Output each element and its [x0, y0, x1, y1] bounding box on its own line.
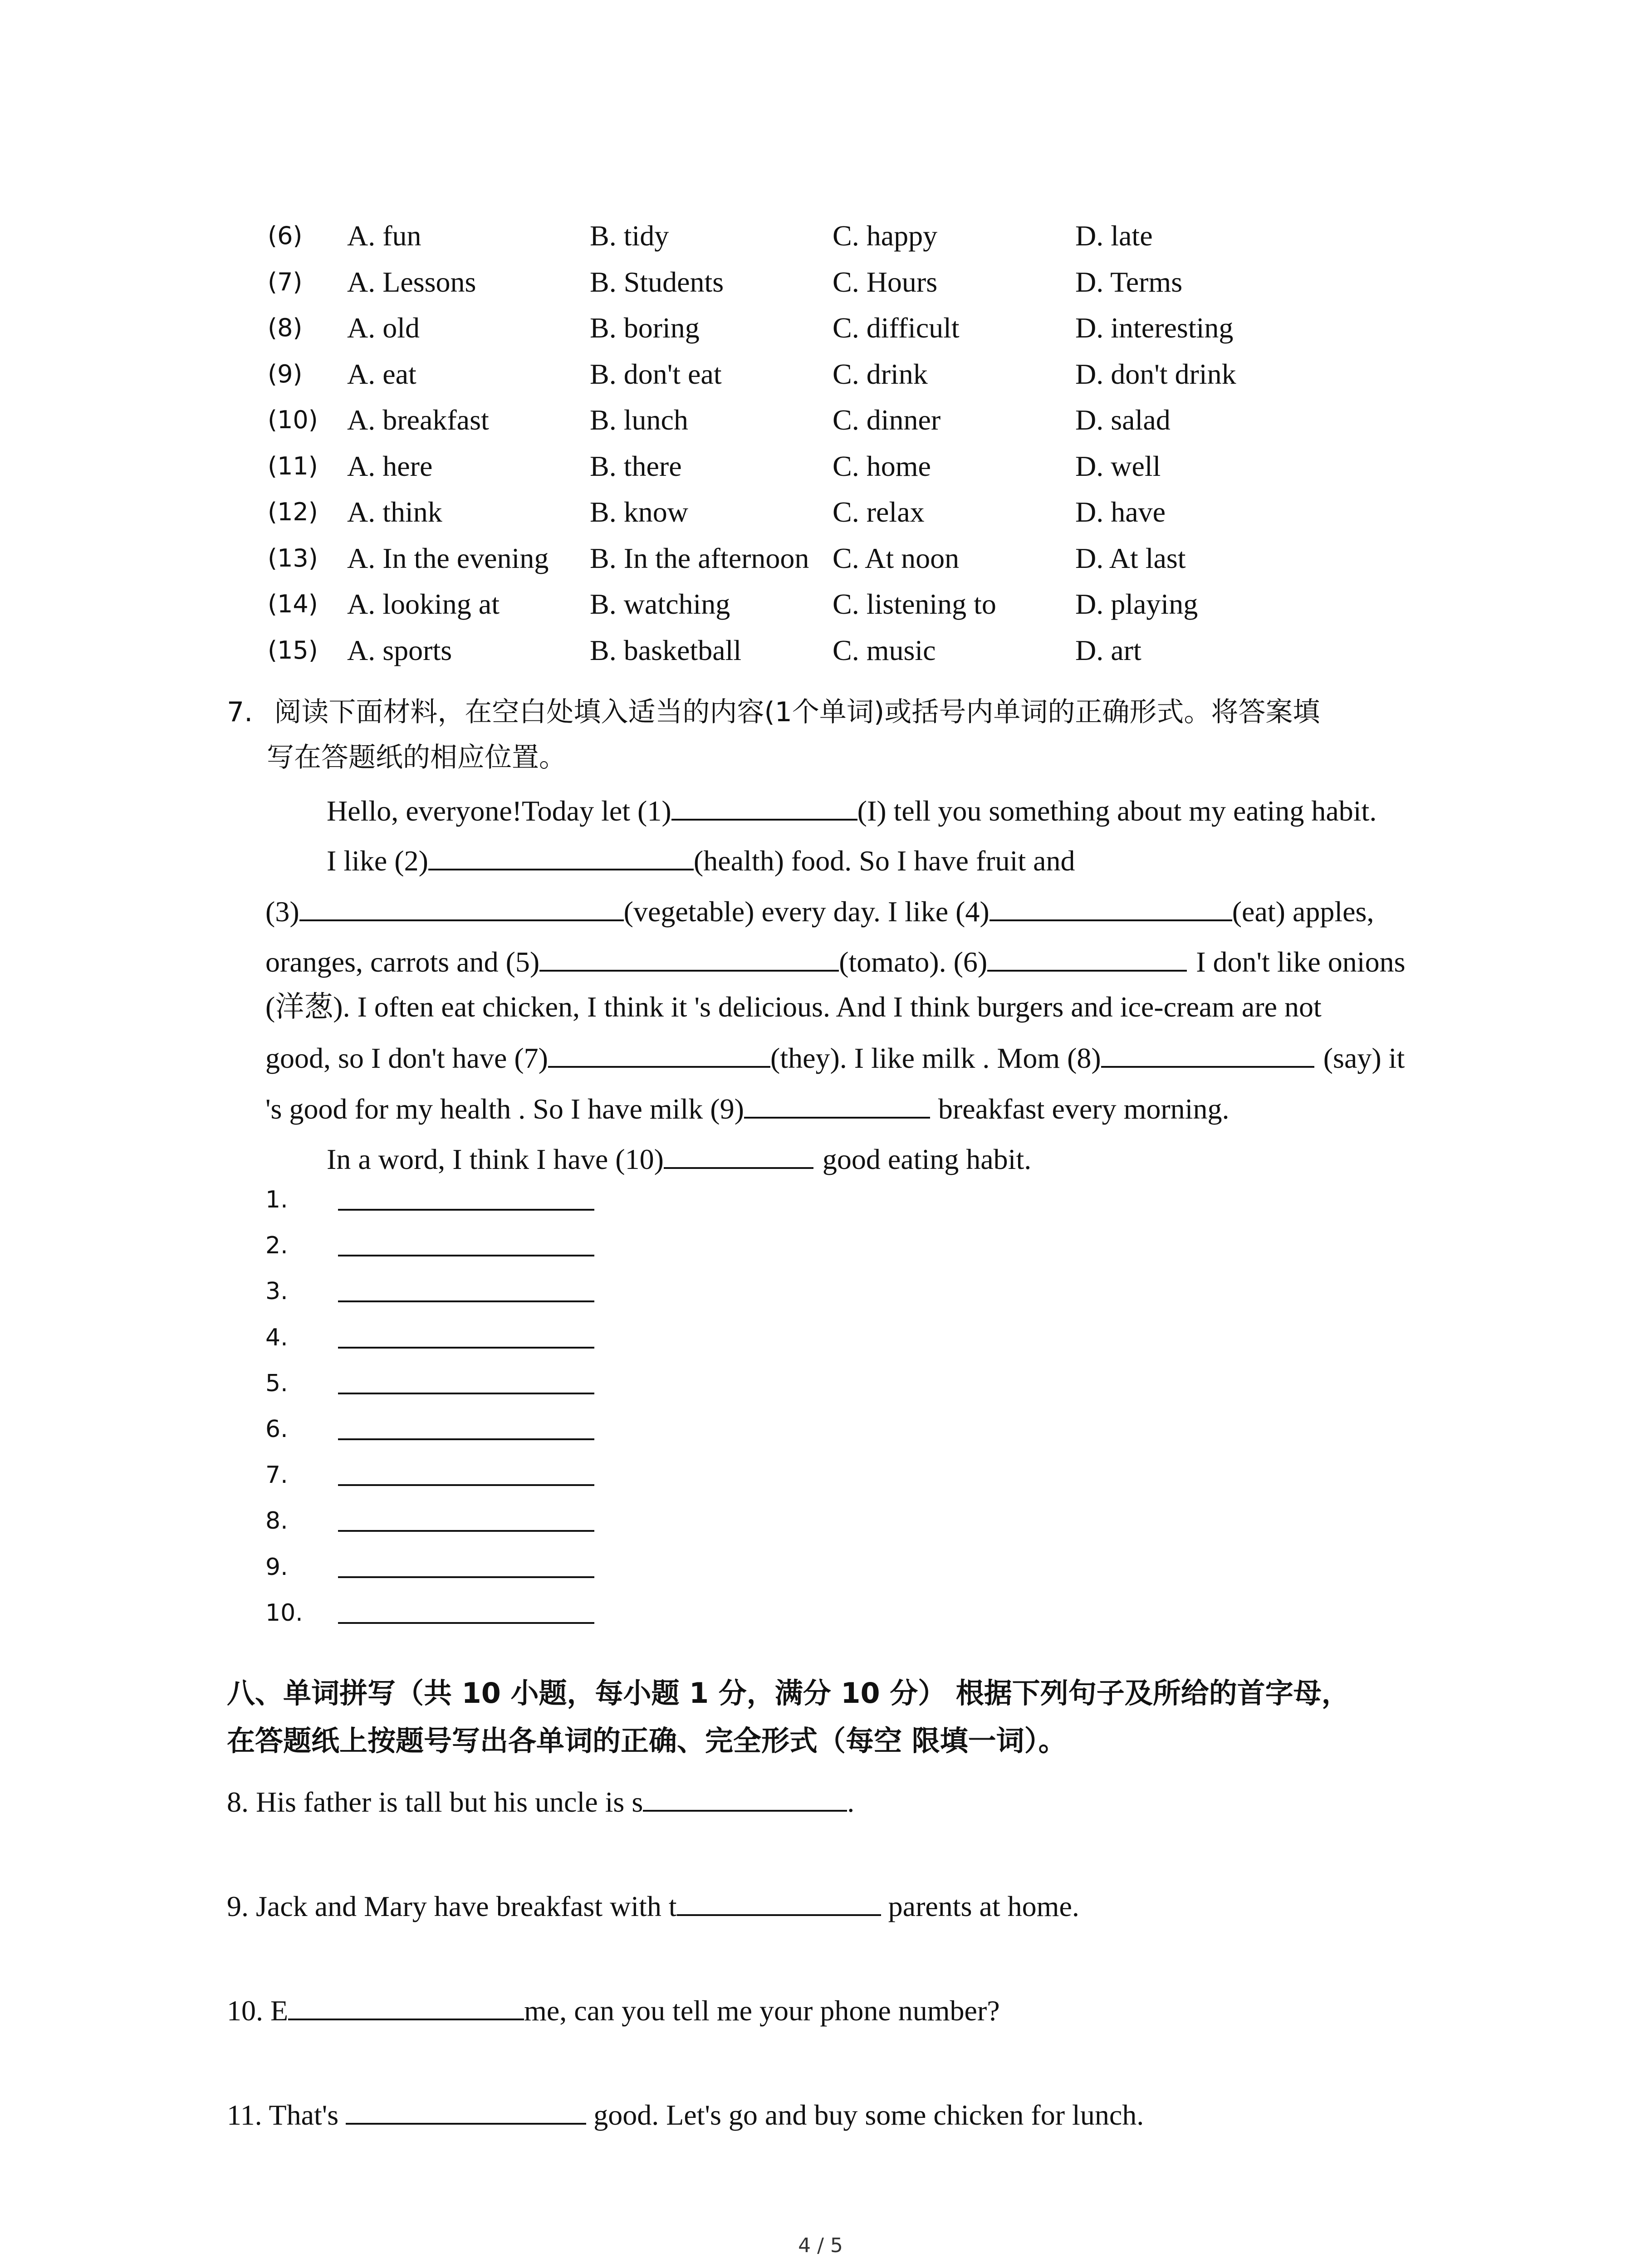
option-d[interactable]: D. At last [1075, 542, 1186, 574]
answer-line[interactable] [338, 1393, 594, 1394]
answer-number: 9. [265, 1553, 288, 1581]
question-text: 9. Jack and Mary have breakfast with t [227, 1890, 677, 1922]
question-text: 11. That's [227, 2099, 346, 2131]
passage-text: Hello, everyone!Today let (1) [327, 795, 671, 827]
q7-instruction-line2: 写在答题纸的相应位置。 [267, 742, 566, 773]
option-number: (15) [268, 635, 318, 665]
option-a[interactable]: A. here [347, 450, 433, 482]
option-b[interactable]: B. watching [590, 588, 730, 620]
option-row [0, 444, 1641, 489]
passage-text: (health) food. So I have fruit and [693, 845, 1075, 877]
option-d[interactable]: D. late [1075, 220, 1153, 252]
answer-row [265, 1269, 288, 1314]
answer-row [265, 1315, 288, 1360]
section8-title-line1: 八、单词拼写（共 10 小题，每小题 1 分，满分 10 分） 根据下列句子及所给的首字母， [227, 1677, 1350, 1710]
answer-row [265, 1407, 288, 1452]
passage-line-6 [265, 1034, 1405, 1081]
option-b[interactable]: B. boring [590, 312, 700, 344]
answer-line[interactable] [338, 1438, 594, 1440]
question-8 [227, 1778, 854, 1825]
option-row [0, 628, 1641, 673]
option-c[interactable]: C. happy [833, 220, 938, 252]
option-c[interactable]: C. drink [833, 357, 928, 390]
question-text: 10. E [227, 1994, 289, 2027]
passage-text: good, so I don't have (7) [265, 1042, 548, 1074]
blank-10[interactable] [664, 1135, 813, 1169]
answer-number: 3. [265, 1278, 288, 1305]
passage-line-2 [327, 837, 1075, 884]
question-text: 8. His father is tall but his uncle is s [227, 1786, 643, 1818]
passage-line-8 [327, 1135, 1031, 1182]
answer-number: 5. [265, 1369, 288, 1397]
blank-2[interactable] [428, 837, 694, 870]
passage-text: I like (2) [327, 845, 428, 877]
option-c[interactable]: C. dinner [833, 404, 941, 436]
question-text: parents at home. [881, 1890, 1079, 1922]
answer-row [265, 1498, 288, 1544]
passage-line-7 [265, 1085, 1229, 1132]
option-c[interactable]: C. relax [833, 496, 925, 528]
option-d[interactable]: D. playing [1075, 588, 1198, 620]
option-row [0, 352, 1641, 397]
answer-line[interactable] [338, 1300, 594, 1302]
answer-number: 7. [265, 1461, 288, 1489]
answer-line[interactable] [338, 1530, 594, 1532]
answer-line[interactable] [338, 1255, 594, 1256]
passage-text: (eat) apples, [1232, 895, 1374, 928]
option-a[interactable]: A. think [347, 496, 442, 528]
option-d[interactable]: D. salad [1075, 404, 1171, 436]
blank-1[interactable] [671, 787, 857, 821]
option-row [0, 259, 1641, 305]
question-text: me, can you tell me your phone number? [524, 1994, 1000, 2027]
option-d[interactable]: D. interesting [1075, 312, 1234, 344]
option-number: (7) [268, 267, 303, 296]
blank-7[interactable] [548, 1034, 770, 1068]
spelling-blank-10[interactable] [288, 1987, 524, 2020]
option-c[interactable]: C. difficult [833, 312, 960, 344]
page-number: 4 / 5 [798, 2234, 843, 2257]
option-number: (11) [268, 451, 318, 480]
blank-8[interactable] [1101, 1034, 1314, 1068]
blank-6[interactable] [987, 938, 1187, 972]
q7-instruction-text: 阅读下面材料，在空白处填入适当的内容(1个单词)或括号内单词的正确形式。将答案填 [274, 696, 1320, 728]
option-number: (13) [268, 543, 318, 572]
question-10 [227, 1987, 1000, 2033]
option-a[interactable]: A. In the evening [347, 542, 549, 574]
option-c[interactable]: C. home [833, 450, 931, 482]
answer-number: 2. [265, 1232, 288, 1260]
option-b[interactable]: B. lunch [590, 404, 688, 436]
passage-line-5: (洋葱). I often eat chicken, I think it 's delicious. And I think burgers and ice-cream are not [265, 991, 1322, 1023]
option-a[interactable]: A. breakfast [347, 404, 489, 436]
option-c[interactable]: C. At noon [833, 542, 960, 574]
passage-text: I don't like onions [1196, 946, 1406, 978]
option-number: (12) [268, 498, 318, 526]
answer-number: 8. [265, 1507, 288, 1535]
option-d[interactable]: D. art [1075, 634, 1141, 666]
option-row [0, 582, 1641, 627]
option-row [0, 397, 1641, 443]
passage-text: oranges, carrots and (5) [265, 946, 540, 978]
q7-instruction-line1 [227, 689, 1320, 735]
option-number: (14) [268, 590, 318, 618]
option-a[interactable]: A. sports [347, 634, 452, 666]
answer-number: 1. [265, 1186, 288, 1213]
passage-text: In a word, I think I have (10) [327, 1143, 664, 1175]
blank-5[interactable] [539, 938, 839, 972]
blank-3[interactable] [299, 888, 624, 921]
spelling-blank-8[interactable] [643, 1778, 847, 1812]
spelling-blank-9[interactable] [677, 1882, 881, 1916]
option-c[interactable]: C. music [833, 634, 936, 666]
option-number: (6) [268, 221, 303, 250]
option-d[interactable]: D. Terms [1075, 265, 1183, 298]
passage-line-4 [265, 938, 1405, 985]
answer-number: 10. [265, 1599, 303, 1627]
answer-row [265, 1545, 288, 1590]
passage-text: (say) it [1323, 1042, 1405, 1074]
option-d[interactable]: D. don't drink [1075, 357, 1236, 390]
option-d[interactable]: D. have [1075, 496, 1166, 528]
q7-number: 7. [227, 696, 253, 728]
option-a[interactable]: A. looking at [347, 588, 500, 620]
answer-line[interactable] [338, 1622, 594, 1624]
section8-title-line2: 在答题纸上按题号写出各单词的正确、完全形式（每空 限填一词）。 [227, 1724, 1067, 1757]
question-text: good. Let's go and buy some chicken for lunch. [586, 2099, 1144, 2131]
passage-text: (3) [265, 895, 299, 928]
option-number: (9) [268, 359, 303, 388]
option-b[interactable]: B. basketball [590, 634, 742, 666]
answer-row [265, 1452, 288, 1498]
passage-text: breakfast every morning. [938, 1093, 1230, 1125]
option-b[interactable]: B. there [590, 450, 682, 482]
option-b[interactable]: B. Students [590, 265, 724, 298]
answer-number: 4. [265, 1324, 288, 1351]
answer-line[interactable] [338, 1209, 594, 1211]
answer-line[interactable] [338, 1484, 594, 1486]
option-d[interactable]: D. well [1075, 450, 1161, 482]
answer-line[interactable] [338, 1576, 594, 1578]
option-number: (10) [268, 406, 318, 434]
option-c[interactable]: C. listening to [833, 588, 996, 620]
answer-row [265, 1177, 288, 1222]
passage-text: (they). I like milk . Mom (8) [770, 1042, 1101, 1074]
option-number: (8) [268, 313, 303, 342]
option-row [0, 536, 1641, 581]
passage-text: (I) tell you something about my eating habit. [857, 795, 1377, 827]
passage-text: (tomato). (6) [839, 946, 988, 978]
passage-line-3 [265, 888, 1374, 934]
option-a[interactable]: A. fun [347, 220, 421, 252]
answer-row [265, 1223, 288, 1268]
option-a[interactable]: A. Lessons [347, 265, 476, 298]
question-text: . [847, 1786, 855, 1818]
spelling-blank-11[interactable] [346, 2091, 586, 2125]
blank-4[interactable] [989, 888, 1232, 921]
answer-line[interactable] [338, 1347, 594, 1349]
blank-9[interactable] [744, 1085, 930, 1119]
option-row [0, 305, 1641, 351]
answer-row [265, 1361, 288, 1406]
option-a[interactable]: A. old [347, 312, 420, 344]
option-row [0, 489, 1641, 535]
answer-number: 6. [265, 1416, 288, 1443]
answer-row [265, 1590, 303, 1636]
question-11 [227, 2091, 1144, 2138]
option-b[interactable]: B. In the afternoon [590, 542, 809, 574]
passage-line-1 [327, 787, 1376, 834]
question-9 [227, 1882, 1079, 1929]
option-a[interactable]: A. eat [347, 357, 416, 390]
option-b[interactable]: B. know [590, 496, 688, 528]
option-b[interactable]: B. don't eat [590, 357, 722, 390]
passage-text: 's good for my health . So I have milk (9) [265, 1093, 744, 1125]
passage-text: good eating habit. [822, 1143, 1032, 1175]
passage-text: (vegetable) every day. I like (4) [623, 895, 989, 928]
option-c[interactable]: C. Hours [833, 265, 938, 298]
option-b[interactable]: B. tidy [590, 220, 669, 252]
option-row [0, 213, 1641, 259]
